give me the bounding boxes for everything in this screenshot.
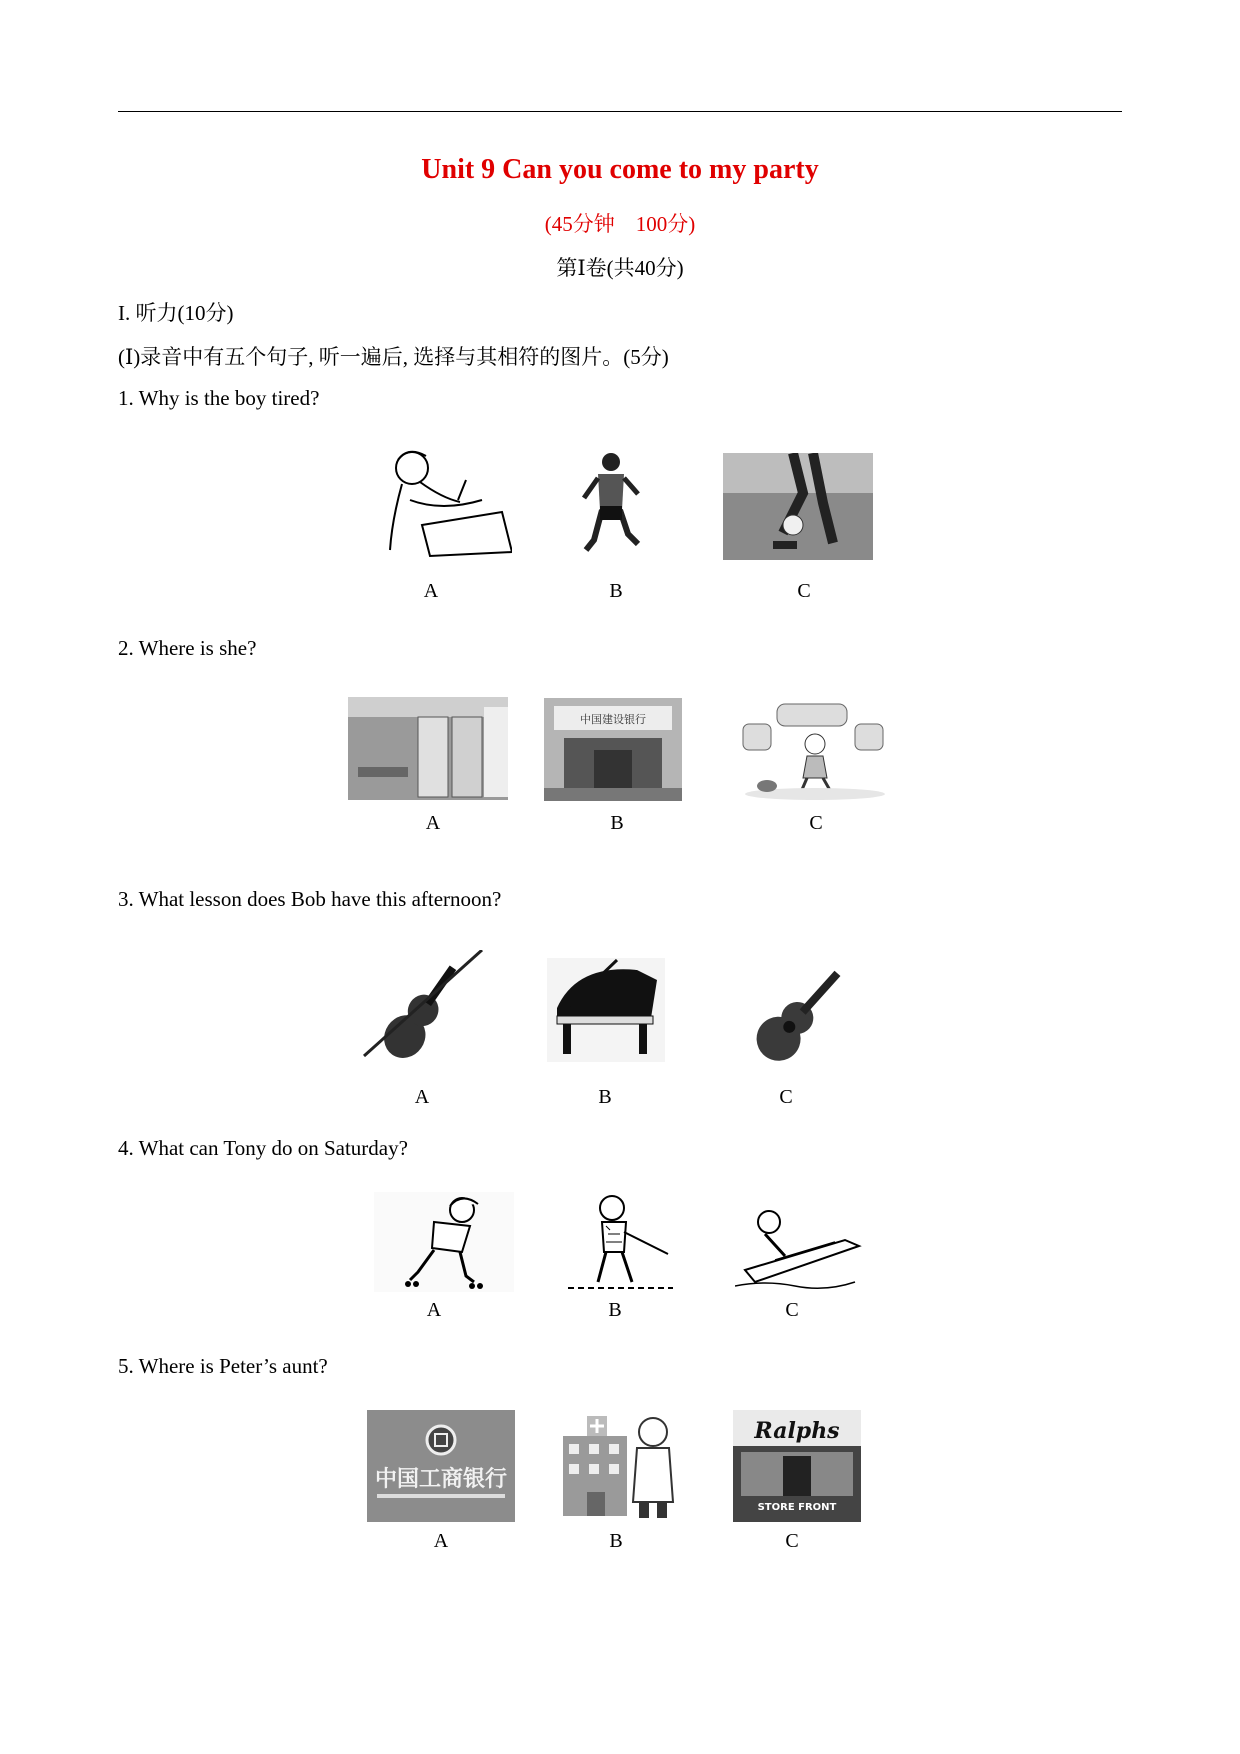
- q4-option-b: B: [608, 1299, 622, 1321]
- boy-writing-icon: [362, 440, 512, 560]
- q2-option-a: A: [425, 812, 441, 834]
- question-1-text: 1. Why is the boy tired?: [118, 386, 320, 410]
- q1-option-b: B: [609, 580, 623, 602]
- page-title: Unit 9 Can you come to my party: [421, 154, 819, 185]
- boy-rowing-icon: [735, 1200, 865, 1290]
- q3-option-b: B: [598, 1086, 612, 1108]
- section-heading: I. 听力(10分): [118, 301, 234, 325]
- piano-icon: [547, 958, 665, 1062]
- q2-option-b: B: [610, 812, 624, 834]
- bank-sign-text: 中国工商银行: [374, 1467, 508, 1492]
- question-2-text: 2. Where is she?: [118, 636, 257, 660]
- q1-option-a: A: [423, 580, 439, 602]
- bank-building-icon: [544, 698, 682, 801]
- store-logo: Ralphs: [754, 1418, 840, 1444]
- roller-skating-icon: [374, 1192, 514, 1292]
- header-rule: [118, 111, 1122, 112]
- hospital-doctor-icon: [561, 1410, 687, 1522]
- boy-running-icon: [576, 450, 646, 560]
- girl-living-room-icon: [737, 700, 891, 800]
- store-front-icon: [733, 1410, 861, 1522]
- paper-label: 第Ⅰ卷(共40分): [556, 256, 684, 280]
- question-4-text: 4. What can Tony do on Saturday?: [118, 1136, 408, 1160]
- violin-icon: [360, 950, 485, 1075]
- q5-option-a: A: [433, 1530, 449, 1552]
- q3-option-c: C: [779, 1086, 793, 1108]
- bank-sign-icon: [367, 1410, 515, 1522]
- question-3-text: 3. What lesson does Bob have this afternoon?: [118, 887, 502, 911]
- q1-option-c: C: [797, 580, 811, 602]
- guitar-icon: [740, 955, 860, 1075]
- boy-fishing-icon: [568, 1192, 673, 1292]
- q4-option-c: C: [785, 1299, 799, 1321]
- section-instruction: (Ⅰ)录音中有五个句子, 听一遍后, 选择与其相符的图片。(5分): [118, 345, 669, 369]
- bank-building-sign: 中国建设银行: [580, 713, 646, 726]
- soccer-player-icon: [723, 453, 873, 560]
- q5-option-b: B: [609, 1530, 623, 1552]
- time-score: (45分钟 100分): [544, 212, 696, 236]
- library-icon: [348, 697, 508, 800]
- store-front-text: STORE FRONT: [757, 1502, 837, 1513]
- q5-option-c: C: [785, 1530, 799, 1552]
- q2-option-c: C: [809, 812, 823, 834]
- question-5-text: 5. Where is Peter’s aunt?: [118, 1354, 328, 1378]
- q4-option-a: A: [426, 1299, 442, 1321]
- q3-option-a: A: [414, 1086, 430, 1108]
